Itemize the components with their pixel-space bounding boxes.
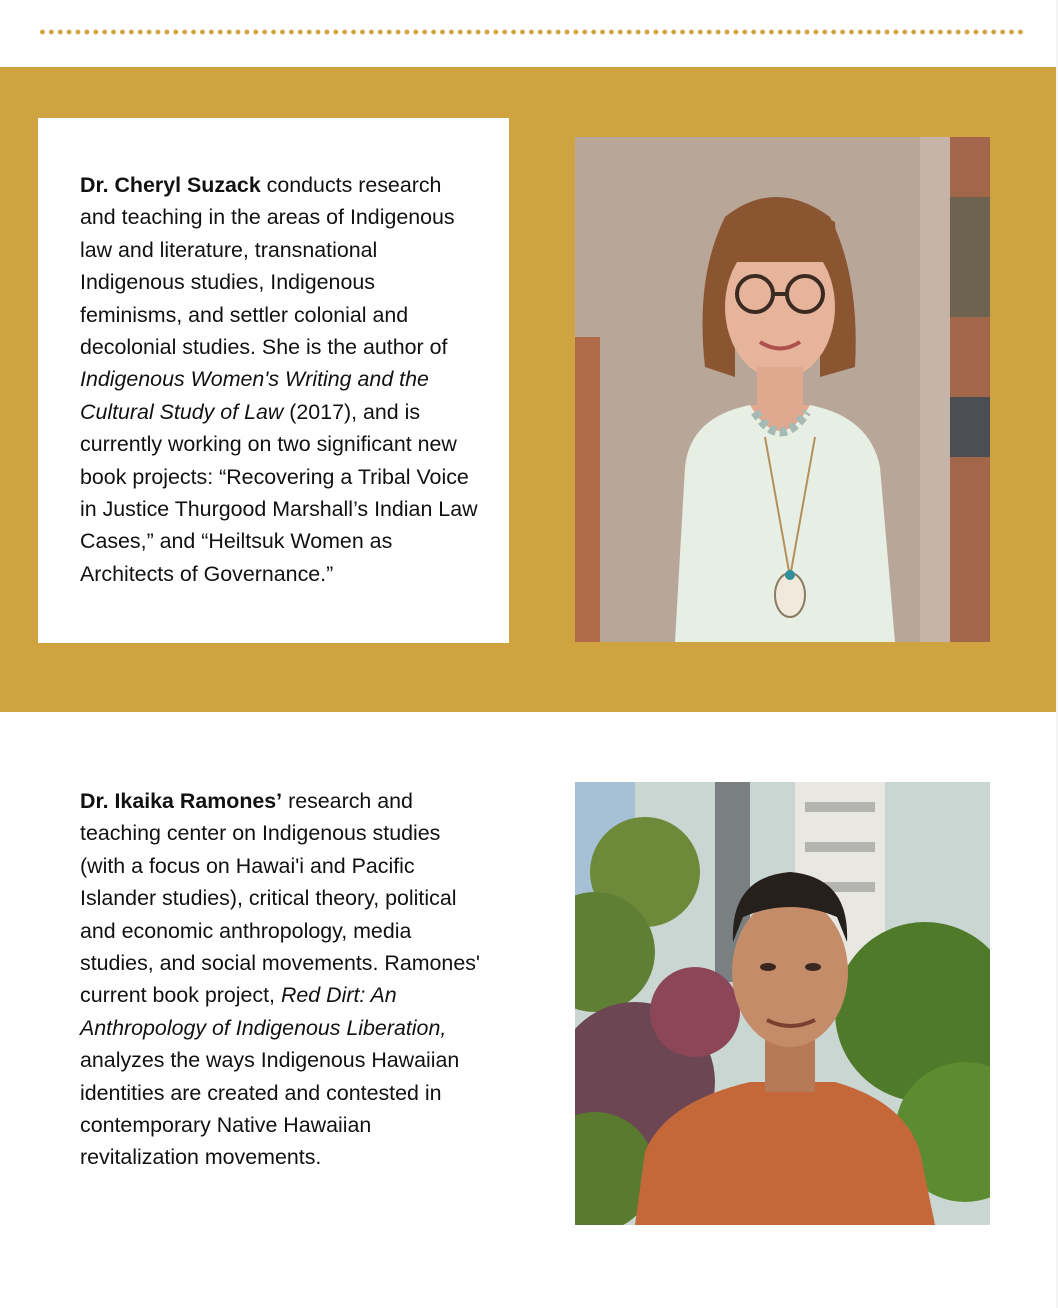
bio-cheryl-suzack (80, 169, 480, 590)
book-title: Indigenous Women's Writing and the Cultural Study of Law (80, 367, 429, 424)
bio-text: research and teaching center on Indigenous studies (with a focus on Hawai'i and Pacific Islander studies), critical theory, political and economic anthropology, media studies, and social movements. Ramones' current book project, (80, 789, 480, 1008)
portrait-photo-cheryl-suzack (575, 137, 990, 642)
bio-text: conducts research and teaching in the areas of Indigenous law and literature, transnational Indigenous studies, Indigenous feminisms, and settler colonial and decolonial studies. She is the author of (80, 173, 455, 360)
bio-text: (2017), and is currently working on two significant new book projects: “Recovering a Tribal Voice in Justice Thurgood Marshall’s Indian Law Cases,” and “Heiltsuk Women as Architects of Governance.” (80, 399, 478, 586)
bio-text: analyzes the ways Indigenous Hawaiian identities are created and contested in contemporary Native Hawaiian revitalization movements. (80, 1048, 460, 1170)
dotted-divider (38, 28, 1023, 36)
bio-name: Dr. Cheryl Suzack (80, 173, 261, 197)
bio-name: Dr. Ikaika Ramones’ (80, 789, 283, 813)
bio-ikaika-ramones (80, 785, 480, 1174)
portrait-photo-ikaika-ramones (575, 782, 990, 1225)
book-title: Red Dirt: An Anthropology of Indigenous Liberation, (80, 983, 447, 1040)
